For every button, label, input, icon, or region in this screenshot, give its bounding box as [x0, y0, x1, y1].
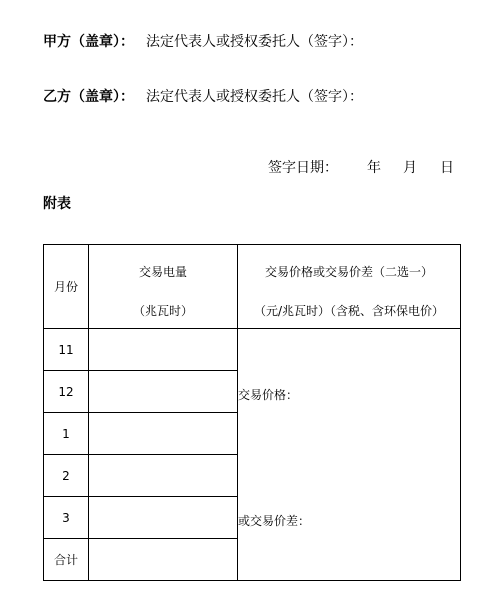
price-label: 交易价格：: [238, 388, 299, 402]
volume-cell: [89, 497, 238, 539]
month-cell: 11: [44, 329, 89, 371]
spread-label: 或交易价差：: [238, 514, 311, 528]
header-month: 月份: [44, 245, 89, 329]
party-a-representative: 法定代表人或授权委托人（签字）：: [146, 34, 363, 50]
party-a-label: 甲方（盖章）：: [43, 34, 134, 50]
appendix-table: [43, 244, 461, 581]
date-day: 日: [440, 160, 454, 176]
appendix-title: 附表: [43, 196, 71, 212]
month-cell: 1: [44, 413, 89, 455]
volume-cell: [89, 329, 238, 371]
header-price-title: 交易价格或交易价差（二选一）: [264, 265, 433, 279]
month-cell: 12: [44, 371, 89, 413]
table-row: [44, 329, 461, 371]
header-volume: [89, 245, 238, 329]
header-price: [238, 245, 461, 329]
total-label-cell: 合计: [44, 539, 89, 581]
month-cell: 3: [44, 497, 89, 539]
volume-cell: [89, 413, 238, 455]
price-cell: [238, 329, 461, 581]
volume-cell: [89, 455, 238, 497]
date-year: 年: [367, 160, 381, 176]
header-volume-title: 交易电量: [138, 265, 187, 279]
date-month: 月: [403, 160, 417, 176]
header-volume-unit: （兆瓦时）: [132, 304, 193, 318]
party-b-label: 乙方（盖章）：: [43, 89, 134, 105]
volume-cell: [89, 371, 238, 413]
month-cell: 2: [44, 455, 89, 497]
header-price-unit: （元/兆瓦时）（含税、含环保电价）: [253, 304, 445, 318]
table-header-row: [44, 245, 461, 329]
volume-cell: [89, 539, 238, 581]
signing-date-label: 签字日期：: [268, 160, 338, 176]
party-b-representative: 法定代表人或授权委托人（签字）：: [146, 89, 363, 105]
